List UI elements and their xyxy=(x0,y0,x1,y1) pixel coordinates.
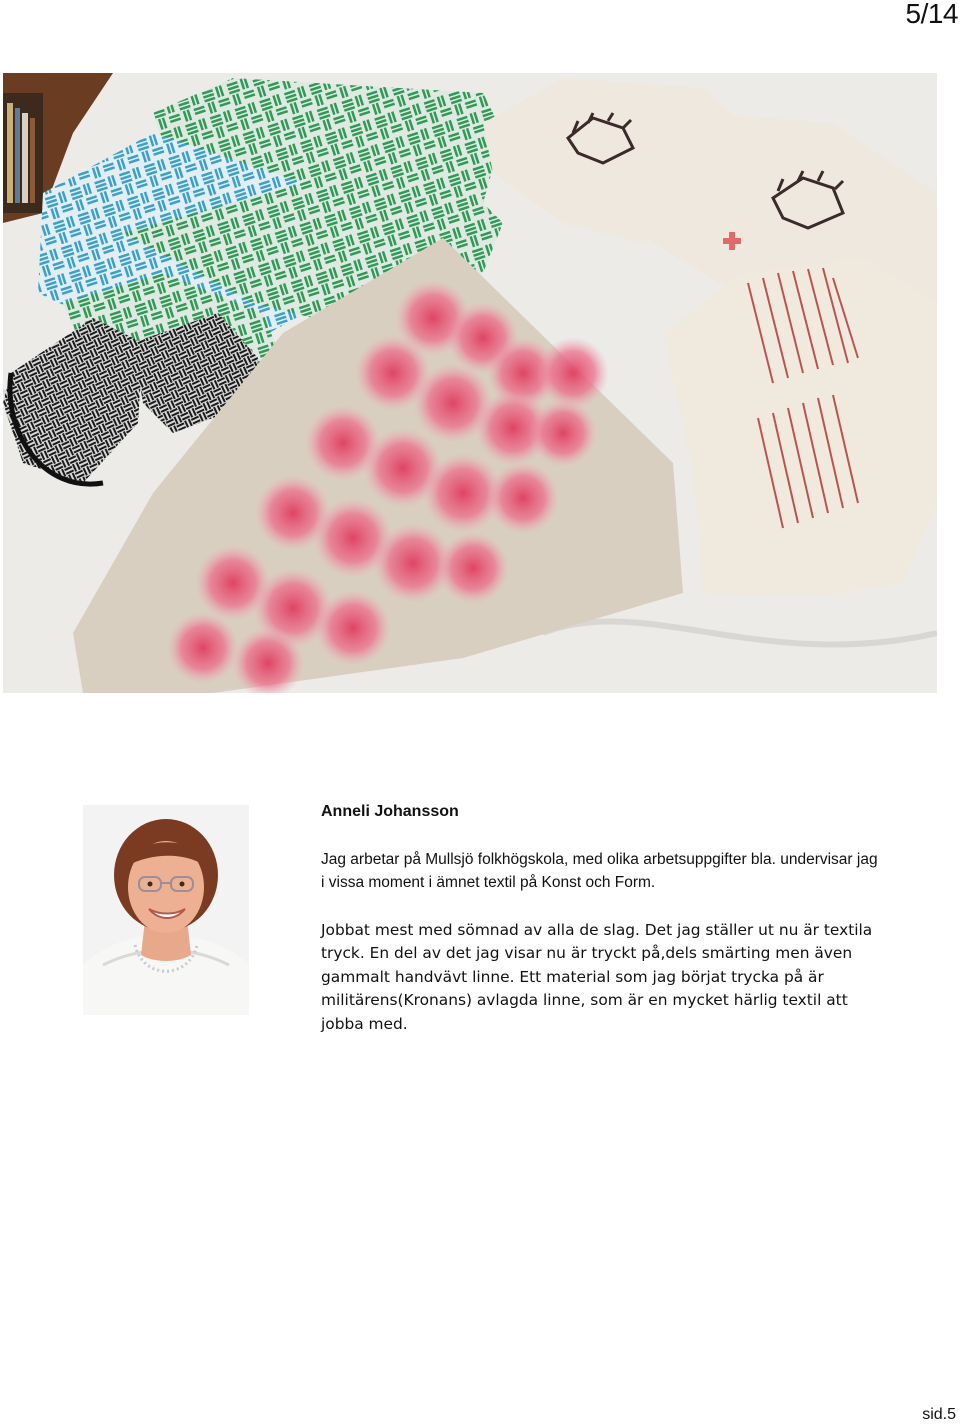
author-portrait xyxy=(83,805,249,1015)
paragraph-intro: Jag arbetar på Mullsjö folkhögskola, med olika arbetsuppgifter bla. undervisar jag i vissa moment i ämnet textil på Konst och Form. xyxy=(321,850,878,891)
paragraph-work: Jobbat mest med sömnad av alla de slag. Det jag ställer ut nu är textila tryck. En del av det jag visar nu är tryckt på,dels smärting men även gammalt handvävt linne. Ett material som jag börjat trycka på är militärens(Kronans) avlagda linne, som är en mycket härlig textil att jobba med. xyxy=(321,920,873,1033)
article xyxy=(321,800,881,1060)
person-portrait-icon xyxy=(83,805,249,1015)
footer-page-label: sid.5 xyxy=(922,1406,956,1423)
textile-photo-icon xyxy=(3,73,937,693)
page-indicator: 5/14 xyxy=(905,0,958,29)
author-name: Anneli Johansson xyxy=(321,803,459,820)
textile-photo xyxy=(3,73,937,693)
